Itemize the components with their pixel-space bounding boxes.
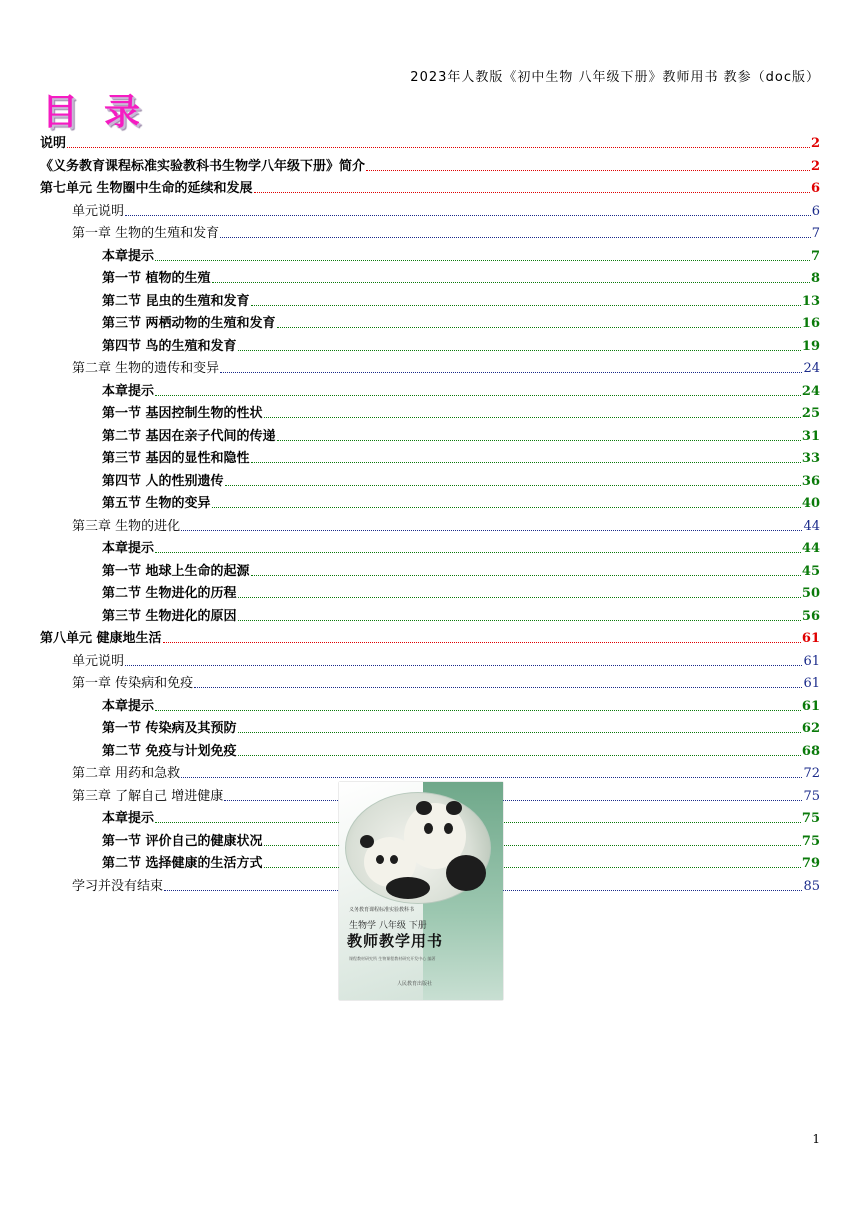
toc-entry[interactable] (40, 312, 820, 335)
toc-entry-title: 第一节 评价自己的健康状况 (102, 833, 263, 849)
toc-entry-page: 6 (810, 181, 820, 196)
toc-entry[interactable] (40, 582, 820, 605)
toc-entry-page: 25 (801, 406, 820, 421)
toc-entry-page: 45 (801, 563, 820, 579)
cover-publisher: 人民教育出版社 (397, 981, 433, 987)
cover-editor: 课程教材研究所 生物课程教材研究开发中心 编著 (349, 956, 436, 961)
toc-entry-title: 第四节 人的性别遗传 (102, 473, 224, 489)
toc-entry-title: 第二章 生物的遗传和变异 (72, 361, 220, 376)
toc-entry-title: 第一节 地球上生命的起源 (102, 563, 250, 579)
toc-entry-title: 单元说明 (72, 653, 125, 669)
book-cover-image (339, 782, 503, 1000)
panda-eye (444, 823, 453, 834)
toc-entry-page: 8 (810, 271, 820, 286)
toc-leader-dots (181, 521, 802, 531)
toc-leader-dots (277, 431, 801, 441)
toc-entry-title: 第三章 生物的进化 (72, 518, 181, 534)
toc-leader-dots (251, 566, 801, 576)
panda-ear (416, 801, 432, 815)
toc-entry-title: 第二章 用药和急救 (72, 766, 181, 781)
toc-entry[interactable] (40, 132, 820, 155)
panda-body (386, 877, 430, 899)
toc-entry-page: 19 (801, 338, 820, 354)
toc-entry-title: 第二节 基因在亲子代间的传递 (102, 428, 276, 444)
toc-entry-page: 7 (810, 248, 820, 264)
toc-entry-page: 50 (801, 586, 820, 601)
toc-entry-page: 24 (801, 383, 820, 399)
toc-entry[interactable] (40, 605, 820, 628)
toc-entry-title: 第三节 基因的显性和隐性 (102, 451, 250, 466)
toc-leader-dots (224, 791, 802, 801)
toc-entry[interactable] (40, 695, 820, 718)
toc-entry[interactable] (40, 425, 820, 448)
toc-entry-title: 第一节 传染病及其预防 (102, 721, 237, 736)
toc-entry-page: 16 (801, 316, 820, 331)
toc-entry-title: 第三节 两栖动物的生殖和发育 (102, 316, 276, 331)
toc-entry[interactable] (40, 290, 820, 313)
toc-entry[interactable] (40, 627, 820, 650)
toc-entry-page: 56 (801, 608, 820, 624)
toc-leader-dots (194, 678, 802, 688)
cover-series: 义务教育课程标准实验教科书 (349, 907, 415, 913)
toc-entry[interactable] (40, 155, 820, 178)
toc-entry[interactable] (40, 740, 820, 763)
toc-entry[interactable] (40, 515, 820, 538)
toc-leader-dots (163, 633, 801, 643)
toc-entry[interactable] (40, 672, 820, 695)
toc-leader-dots (212, 498, 801, 508)
toc-entry-page: 44 (801, 541, 820, 556)
toc-entry-page: 75 (803, 788, 820, 804)
toc-entry-page: 61 (803, 676, 820, 691)
panda-eye (376, 855, 384, 864)
toc-entry[interactable] (40, 492, 820, 515)
toc-entry[interactable] (40, 560, 820, 583)
toc-entry-title: 第二节 生物进化的历程 (102, 586, 237, 601)
toc-leader-dots (238, 611, 801, 621)
toc-entry[interactable] (40, 222, 820, 245)
toc-leader-dots (125, 206, 811, 216)
toc-entry[interactable] (40, 335, 820, 358)
toc-leader-dots (155, 251, 810, 261)
toc-entry-title: 本章提示 (102, 541, 155, 556)
toc-entry-page: 68 (801, 743, 820, 759)
toc-leader-dots (67, 138, 810, 148)
toc-entry-page: 6 (811, 203, 820, 219)
toc-leader-dots (238, 341, 801, 351)
toc-leader-dots (125, 656, 802, 666)
toc-leader-dots (155, 701, 801, 711)
panda-ear (446, 801, 462, 815)
toc-leader-dots (254, 183, 810, 193)
toc-entry[interactable] (40, 447, 820, 470)
toc-leader-dots (212, 273, 810, 283)
toc-entry-page: 61 (803, 653, 820, 669)
toc-entry[interactable] (40, 402, 820, 425)
toc-entry-page: 31 (801, 428, 820, 444)
toc-leader-dots (220, 363, 802, 373)
toc-entry[interactable] (40, 537, 820, 560)
toc-entry-title: 第八单元 健康地生活 (40, 631, 162, 646)
toc-entry-page: 2 (810, 158, 820, 174)
toc-entry-page: 85 (803, 878, 820, 894)
toc-entry-title: 第三章 了解自己 增进健康 (72, 788, 224, 804)
panda-body (446, 855, 486, 891)
toc-leader-dots (155, 386, 801, 396)
panda-eye (390, 855, 398, 864)
toc-entry-page: 13 (801, 293, 820, 309)
page-number: 1 (812, 1132, 820, 1146)
toc-entry-page: 33 (801, 451, 820, 466)
toc-entry[interactable] (40, 650, 820, 673)
toc-entry-title: 第一节 植物的生殖 (102, 271, 211, 286)
toc-leader-dots (366, 161, 810, 171)
toc-entry-title: 本章提示 (102, 383, 155, 399)
toc-leader-dots (238, 746, 801, 756)
toc-entry-title: 第二节 选择健康的生活方式 (102, 856, 263, 871)
toc-entry-page: 36 (801, 473, 820, 489)
toc-entry-page: 75 (801, 811, 820, 826)
cover-panda-photo (345, 792, 491, 904)
toc-leader-dots (277, 318, 801, 328)
cover-subject: 生物学 八年级 下册 (349, 921, 427, 931)
toc-entry-page: 62 (801, 721, 820, 736)
toc-entry-page: 72 (803, 766, 820, 781)
page-header: 2023年人教版《初中生物 八年级下册》教师用书 教参（doc版） (410, 70, 820, 85)
toc-entry-page: 61 (801, 631, 820, 646)
toc-entry-title: 本章提示 (102, 698, 155, 714)
toc-entry[interactable] (40, 380, 820, 403)
toc-entry-title: 第一章 生物的生殖和发育 (72, 226, 220, 241)
toc-leader-dots (251, 453, 801, 463)
toc-entry[interactable] (40, 177, 820, 200)
toc-entry[interactable] (40, 717, 820, 740)
toc-leader-dots (155, 543, 801, 553)
toc-entry-title: 单元说明 (72, 203, 125, 219)
toc-entry-title: 第二节 昆虫的生殖和发育 (102, 293, 250, 309)
toc-entry-title: 学习并没有结束 (72, 878, 164, 894)
toc-entry-title: 本章提示 (102, 248, 155, 264)
toc-leader-dots (264, 408, 801, 418)
toc-leader-dots (181, 768, 802, 778)
toc-entry-title: 第二节 免疫与计划免疫 (102, 743, 237, 759)
toc-leader-dots (220, 228, 811, 238)
toc-heading: 目录 (42, 92, 167, 133)
toc-entry-page: 44 (803, 518, 820, 534)
toc-entry-page: 61 (801, 698, 820, 714)
toc-entry-title: 第三节 生物进化的原因 (102, 608, 237, 624)
toc-entry-title: 说明 (40, 136, 67, 151)
toc-entry[interactable] (40, 470, 820, 493)
toc-entry[interactable] (40, 245, 820, 268)
toc-entry-page: 7 (811, 226, 820, 241)
toc-entry[interactable] (40, 267, 820, 290)
panda-eye (424, 823, 433, 834)
toc-entry-title: 本章提示 (102, 811, 155, 826)
toc-entry-page: 2 (810, 136, 820, 151)
toc-entry-title: 第五节 生物的变异 (102, 496, 211, 511)
toc-entry-page: 40 (801, 496, 820, 511)
panda-ear (360, 835, 374, 848)
toc-entry-page: 79 (801, 856, 820, 871)
toc-leader-dots (238, 588, 801, 598)
toc-entry[interactable] (40, 200, 820, 223)
toc-leader-dots (238, 723, 801, 733)
toc-entry-title: 第一节 基因控制生物的性状 (102, 406, 263, 421)
toc-entry-title: 第四节 鸟的生殖和发育 (102, 338, 237, 354)
toc-entry-page: 24 (803, 361, 820, 376)
toc-entry-title: 《义务教育课程标准实验教科书生物学八年级下册》简介 (40, 158, 366, 174)
toc-entry-title: 第一章 传染病和免疫 (72, 676, 194, 691)
toc-leader-dots (225, 476, 801, 486)
toc-entry[interactable] (40, 357, 820, 380)
cover-title: 教师教学用书 (347, 932, 444, 950)
toc-leader-dots (251, 296, 801, 306)
toc-entry-page: 75 (801, 833, 820, 849)
toc-entry-title: 第七单元 生物圈中生命的延续和发展 (40, 181, 253, 196)
